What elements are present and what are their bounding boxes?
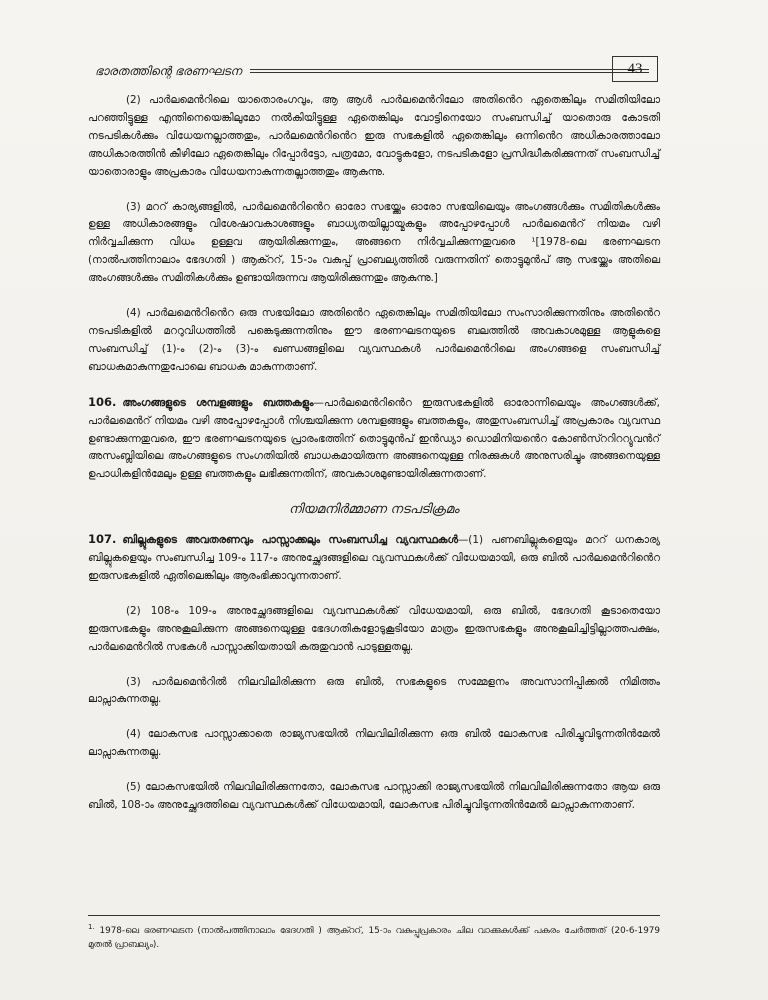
paragraph-105-2: (2) പാർലമെൻറിലെ യാതൊരംഗവും, ആ ആൾ പാർലമെൻറിലോ അതിൻെറ ഏതെങ്കിലും സമിതിയിലോ പറഞ്ഞിട്ടുള്ള എന്തിനെയെങ്കിലുമോ നൽകിയിട്ടുള്ള ഏതെങ്കിലും വോട്ടിനെയോ സംബന്ധിച്ച് യാതൊരു കോടതി നടപടികൾക്കും വിധേയനല്ലാത്തതും, പാർലമെൻറിൻെറ ഇരു സഭകളിൽ ഏതെങ്കിലും ഒന്നിൻെറ അധികാരത്താലോ അധികാരത്തിൻ കീഴിലോ ഏതെങ്കിലും റിപ്പോർട്ടോ, പത്രമോ, വോട്ടുകളോ, നടപടികളോ പ്രസിദ്ധീകരിക്കുന്നത് സംബന്ധിച്ച് യാതൊരാളും അപ്രകാരം വിധേയനാകുന്നതല്ലാത്തതും ആകുന്നു. [88, 94, 660, 178]
footnote-text: 1978-ലെ ഭരണഘടന (നാൽപത്തിനാലാം ഭേദഗതി ) ആക്ററ്, 15-ാം വകുപ്പുപ്രകാരം ചില വാക്കുകൾക്ക് പകരം ചേർത്തത് (20-6-1979 മുതൽ പ്രാബല്യം). [88, 925, 660, 950]
paragraph-107-2: (2) 108-ം 109-ം അനുച്ഛേദങ്ങളിലെ വ്യവസ്ഥകൾക്ക് വിധേയമായി, ഒരു ബിൽ, ഭേദഗതി കൂടാതെയോ ഇരുസഭകളും അനുകൂലിക്കുന്ന അങ്ങനെയുള്ള ഭേദഗതികളോടുകൂടിയോ മാത്രം ഇരുസഭകളും അനുകൂലിച്ചിട്ടില്ലാത്തപക്ഷം, പാർലമെൻറിൽ സഭകൾ പാസ്സാക്കിയതായി കരുതുവാൻ പാടുള്ളതല്ല. [88, 604, 660, 653]
running-header [95, 58, 655, 84]
subheading: നിയമനിർമ്മാണ നടപടിക്രമം [288, 502, 460, 518]
paragraph-107-5: (5) ലോകസഭയിൽ നിലവിലിരിക്കുന്നതോ, ലോകസഭ പാസ്സാക്കി രാജ്യസഭയിൽ നിലവിലിരിക്കുന്നതോ ആയ ഒരു ബിൽ, 108-ാം അനുച്ഛേദത്തിലെ വ്യവസ്ഥകൾക്ക് വിധേയമായി, ലോകസഭ പിരിച്ചുവിടുന്നതിൻമേൽ ലാപ്സാകുന്നതാണ്. [88, 781, 660, 812]
paragraph-107-4: (4) ലോകസഭ പാസ്സാക്കാതെ രാജ്യസഭയിൽ നിലവിലിരിക്കുന്ന ഒരു ബിൽ ലോകസഭ പിരിച്ചുവിടുന്നതിൻമേൽ ലാപ്സാകുന്നതല്ല. [88, 728, 660, 759]
body-text [88, 92, 660, 832]
footnote-rule [88, 915, 660, 916]
paragraph-107-3: (3) പാർലമെൻറിൽ നിലവിലിരിക്കുന്ന ഒരു ബിൽ, സഭകളുടെ സമ്മേളനം അവസാനിപ്പിക്കൽ നിമിത്തം ലാപ്സാകുന്നതല്ല. [88, 675, 660, 706]
section-107 [88, 531, 660, 586]
header-rule [250, 69, 649, 73]
section-text: —(1) പണബില്ലുകളെയും മററ് ധനകാര്യ ബില്ലുകളെയും സംബന്ധിച്ച 109-ം 117-ം അനുച്ഛേദങ്ങളിലെ വ്യവസ്ഥകൾക്ക് വിധേയമായി, ഒരു ബിൽ പാർലമെൻറിൻെറ ഇരുസഭകളിൽ ഏതിലെങ്കിലും ആരംഭിക്കാവുന്നതാണ്. [88, 534, 660, 582]
footnote [88, 920, 660, 952]
section-number: 106. [88, 394, 117, 409]
paragraph-105-3: (3) മററ് കാര്യങ്ങളിൽ, പാർലമെൻറിൻെറ ഓരോ സഭയ്ക്കും ഓരോ സഭയിലെയും അംഗങ്ങൾക്കും സമിതികൾക്കും ഉള്ള അധികാരങ്ങളും വിശേഷാവകാശങ്ങളും ബാധ്യതയില്ലായ്മകളും അപ്പോഴപ്പോൾ പാർലമെൻറ് നിയമം വഴി നിർവ്വചിക്കുന്ന വിധം ഉള്ളവ ആയിരിക്കുന്നതും, അങ്ങനെ നിർവ്വചിക്കുന്നതുവരെ ¹[1978-ലെ ഭരണഘടന (നാൽപത്തിനാലാം ഭേദഗതി ) ആക്ററ്, 15-ാം വകുപ്പ് പ്രാബല്യത്തിൽ വരുന്നതിന് തൊട്ടുമുൻപ് ആ സഭയ്ക്കും അതിലെ അംഗങ്ങൾക്കും സമിതികൾക്കും ഉണ്ടായിരുന്നവ ആയിരിക്കുന്നതും ആകുന്നു.] [88, 200, 660, 285]
footnote-marker: 1. [88, 923, 95, 931]
section-text: —പാർലമെൻറിൻെറ ഇരുസഭകളിൽ ഓരോന്നിലെയും അംഗങ്ങൾക്ക്, പാർലമെൻറ് നിയമം വഴി അപ്പോഴപ്പോൾ നിശ്ചയിക്കുന്ന ശമ്പളങ്ങളും ബത്തകളും, അതുസംബന്ധിച്ച് അപ്രകാരം വ്യവസ്ഥ ഉണ്ടാക്കുന്നതുവരെ, ഈ ഭരണഘടനയുടെ പ്രാരംഭത്തിന് തൊട്ടുമുൻപ് ഇൻഡ്യാ ഡൊമിനിയൻെറ കോൺസ്ററിററ്യുവൻറ് അസംബ്ലിയിലെ അംഗങ്ങളുടെ സംഗതിയിൽ ബാധകമായിരുന്ന അങ്ങനെയുള്ള നിരക്കുകൾ അനുസരിച്ചും അങ്ങനെയുള്ള ഉപാധികളിൻമേലും ഉള്ള ബത്തകളും ലഭിക്കുന്നതിന്, അവകാശമുണ്ടായിരിക്കുന്നതാണ്. [88, 396, 660, 481]
paragraph-105-4: (4) പാർലമെൻറിൻെറ ഒരു സഭയിലോ അതിൻെറ ഏതെങ്കിലും സമിതിയിലോ സംസാരിക്കുന്നതിനും അതിൻെറ നടപടികളിൽ മററുവിധത്തിൽ പങ്കെടുക്കുന്നതിനും ഈ ഭരണഘടനയുടെ ബലത്തിൽ അവകാശമുള്ള ആളുകളെ സംബന്ധിച്ച് (1)-ം (2)-ം (3)-ം ഖണ്ഡങ്ങളിലെ വ്യവസ്ഥകൾ പാർലമെൻറിലെ അംഗങ്ങളെ സംബന്ധിച്ച് ബാധകമാകുന്നതുപോലെ ബാധക മാകുന്നതാണ്. [88, 307, 660, 373]
section-title: ബില്ലുകളുടെ അവതരണവും പാസ്സാക്കലും സംബന്ധിച്ച വ്യവസ്ഥകൾ [122, 534, 458, 547]
section-title: അംഗങ്ങളുടെ ശമ്പളങ്ങളും ബത്തകളും [122, 396, 314, 409]
page-number: 43 [612, 56, 658, 82]
section-number: 107. [88, 532, 117, 547]
running-title: ഭാരതത്തിന്റെ ഭരണഘടന [95, 63, 242, 78]
section-106 [88, 394, 660, 485]
